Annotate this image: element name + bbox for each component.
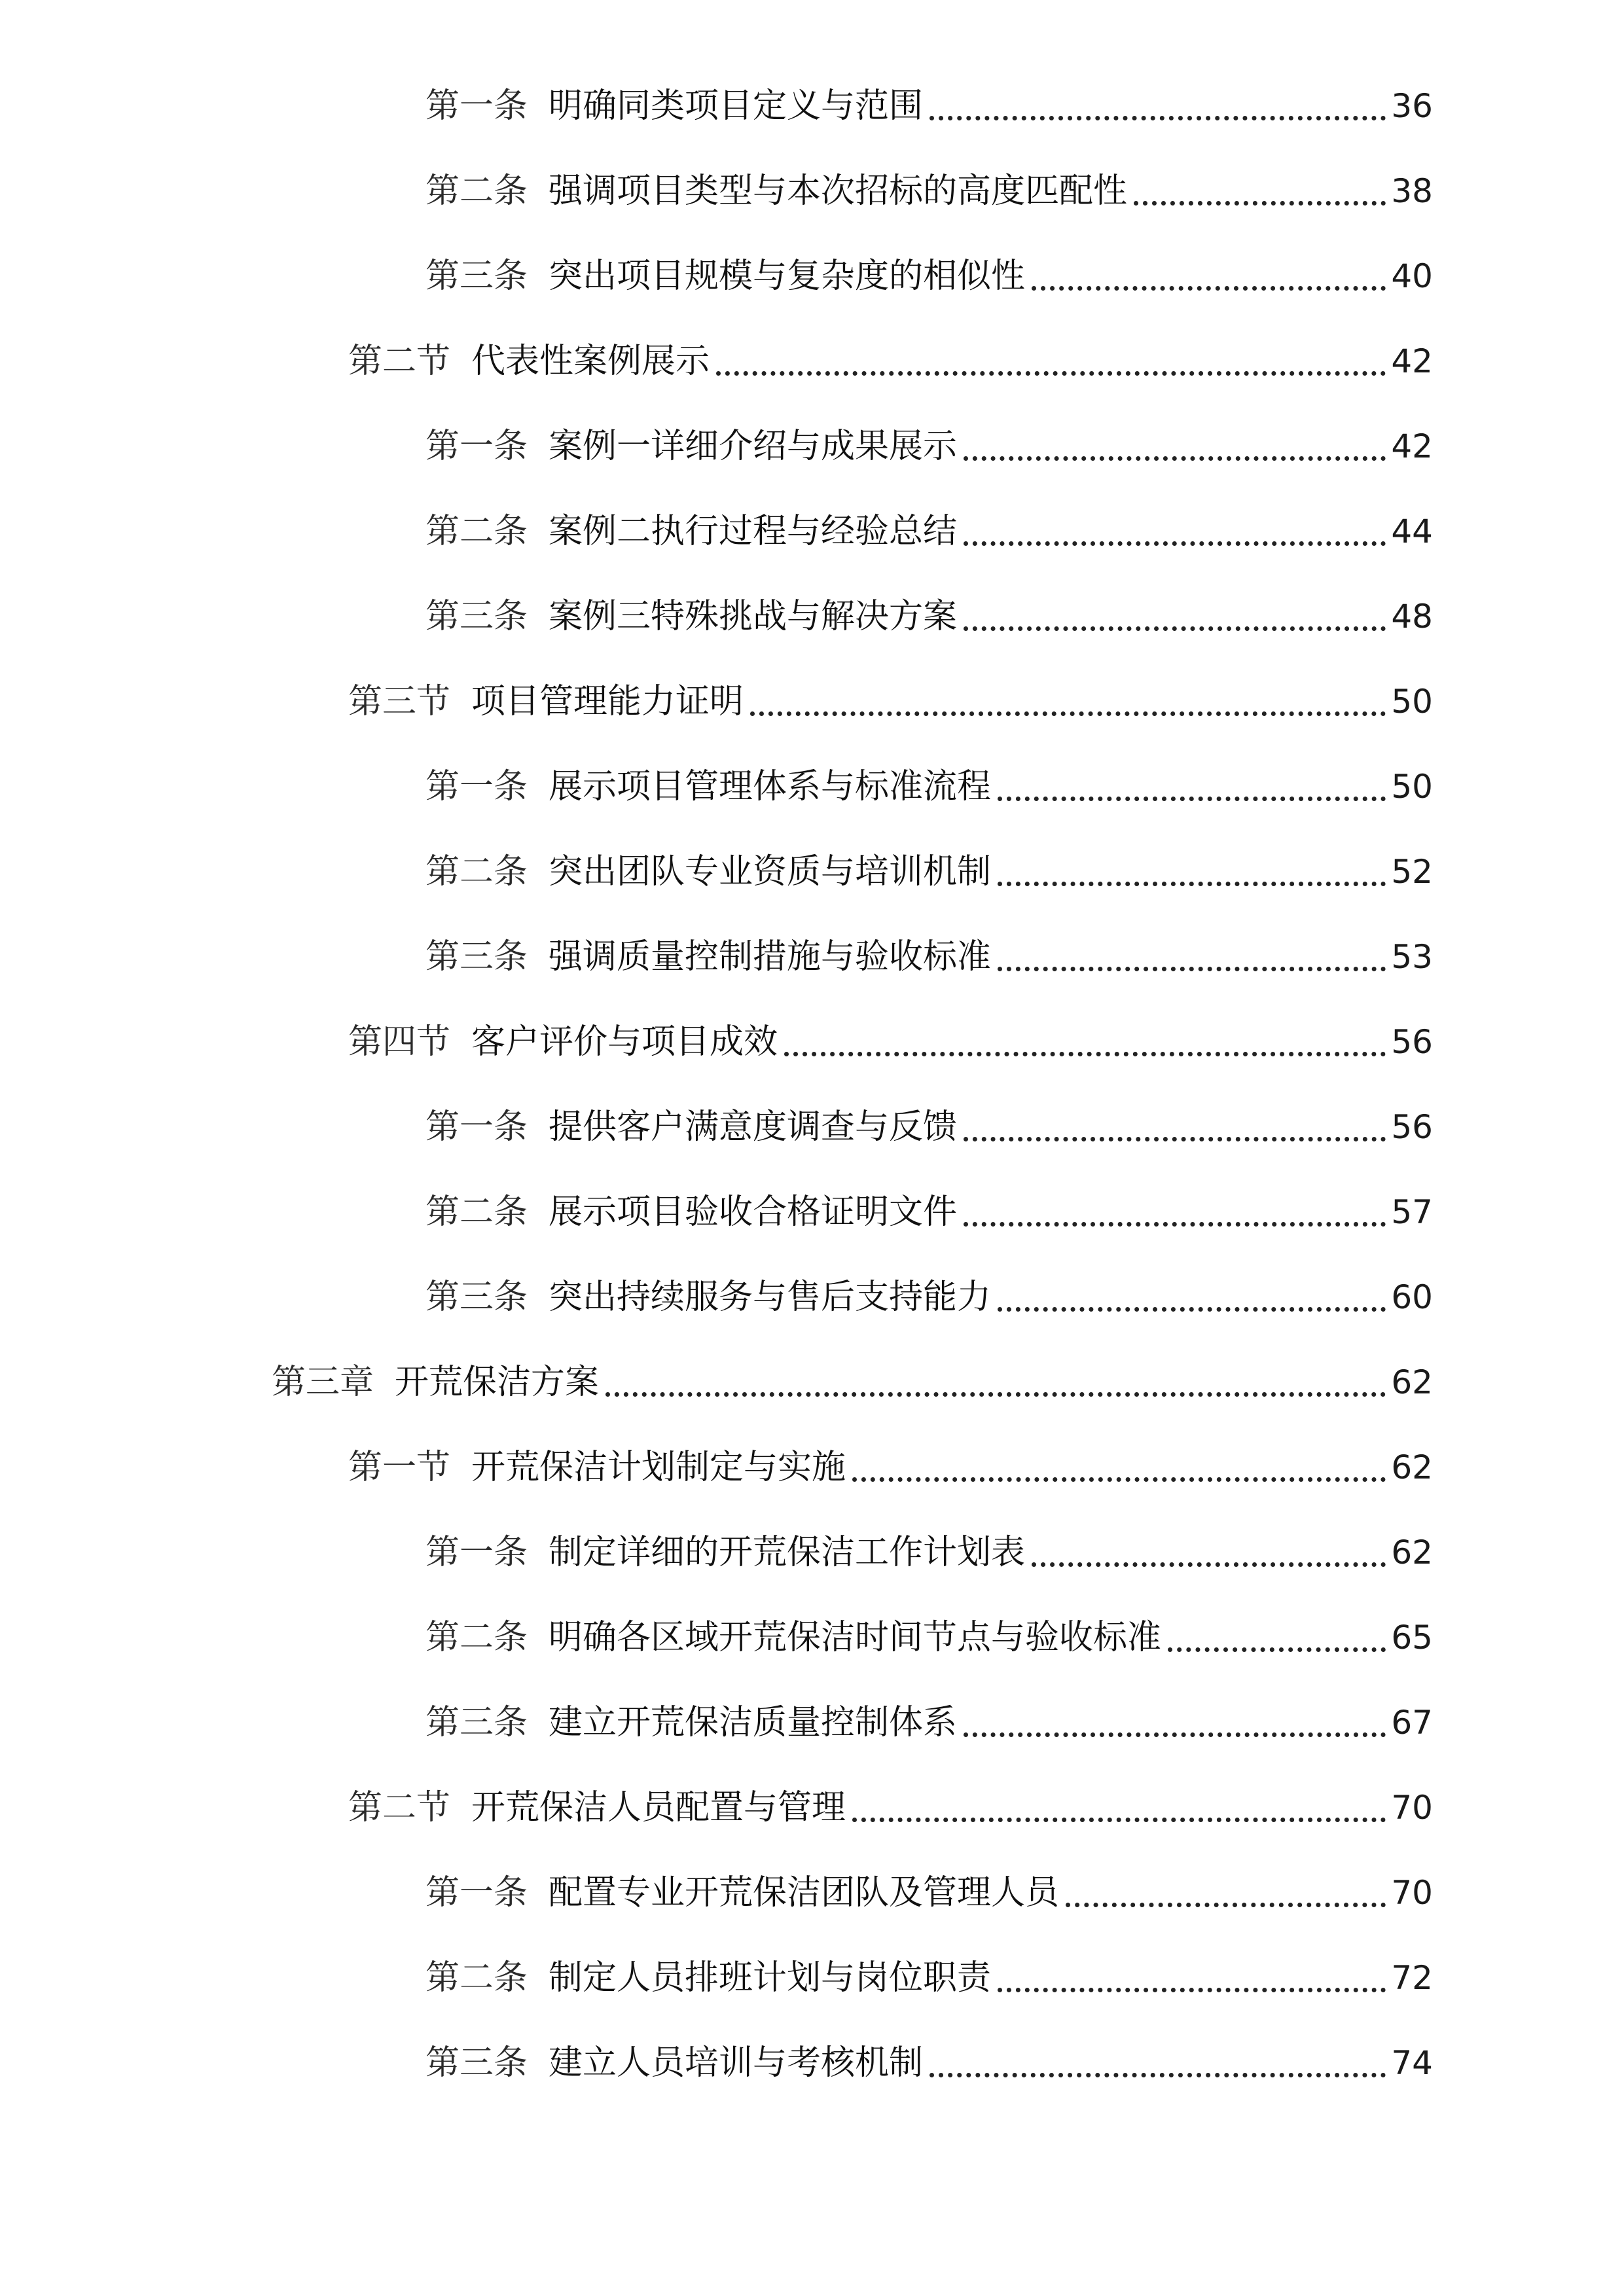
- entry-number: 第三条: [425, 2043, 528, 2083]
- entry-page-number: 70: [1391, 1874, 1433, 1912]
- toc-entry-section[interactable]: [348, 335, 1433, 387]
- entry-number: 第二条: [425, 1618, 528, 1657]
- toc-entry-section[interactable]: [348, 675, 1433, 728]
- dot-leader: [852, 1782, 1386, 1834]
- entry-number: 第三条: [425, 1278, 528, 1317]
- toc-entry-section[interactable]: [348, 1782, 1433, 1834]
- entry-page-number: 53: [1391, 938, 1433, 976]
- toc-entry-article[interactable]: [425, 590, 1433, 643]
- entry-title: 案例二执行过程与经验总结: [549, 512, 958, 551]
- toc-entry-article[interactable]: [425, 1526, 1433, 1579]
- toc-entry-article[interactable]: [425, 931, 1433, 983]
- dot-leader: [750, 675, 1386, 728]
- entry-title: 强调项目类型与本次招标的高度匹配性: [549, 171, 1128, 211]
- entry-page-number: 42: [1391, 342, 1433, 380]
- entry-number: 第三条: [425, 257, 528, 296]
- entry-title: 配置专业开荒保洁团队及管理人员: [549, 1873, 1060, 1912]
- dot-leader: [1168, 1611, 1386, 1664]
- entry-number: 第三章: [272, 1363, 374, 1402]
- entry-number: 第三节: [348, 682, 451, 721]
- dot-leader: [998, 846, 1386, 898]
- dot-leader: [1134, 165, 1386, 217]
- toc-entry-article[interactable]: [425, 250, 1433, 302]
- entry-number: 第一条: [425, 1873, 528, 1912]
- toc-entry-article[interactable]: [425, 505, 1433, 558]
- entry-number: 第三条: [425, 937, 528, 977]
- entry-page-number: 50: [1391, 683, 1433, 721]
- entry-title: 展示项目验收合格证明文件: [549, 1193, 958, 1232]
- entry-page-number: 62: [1391, 1363, 1433, 1401]
- entry-number: 第二条: [425, 1193, 528, 1232]
- dot-leader: [964, 1696, 1386, 1749]
- dot-leader: [716, 335, 1386, 387]
- toc-entry-article[interactable]: [425, 1186, 1433, 1238]
- dot-leader: [998, 1271, 1386, 1323]
- entry-number: 第一条: [425, 767, 528, 806]
- entry-page-number: 70: [1391, 1789, 1433, 1827]
- entry-title: 建立人员培训与考核机制: [549, 2043, 924, 2083]
- entry-number: 第二条: [425, 171, 528, 211]
- toc-entry-article[interactable]: [425, 80, 1433, 132]
- toc-entry-article[interactable]: [425, 165, 1433, 217]
- toc-entry-article[interactable]: [425, 1611, 1433, 1664]
- toc-entry-article[interactable]: [425, 1696, 1433, 1749]
- entry-title: 案例三特殊挑战与解决方案: [549, 597, 958, 636]
- entry-page-number: 42: [1391, 427, 1433, 465]
- entry-title: 强调质量控制措施与验收标准: [549, 937, 992, 977]
- entry-number: 第一条: [425, 86, 528, 126]
- entry-page-number: 67: [1391, 1704, 1433, 1742]
- entry-page-number: 44: [1391, 512, 1433, 550]
- toc-entry-section[interactable]: [348, 1016, 1433, 1068]
- entry-number: 第一条: [425, 1533, 528, 1572]
- dot-leader: [929, 80, 1386, 132]
- dot-leader: [1032, 1526, 1386, 1579]
- entry-page-number: 62: [1391, 1448, 1433, 1486]
- dot-leader: [998, 931, 1386, 983]
- entry-number: 第二节: [348, 342, 451, 381]
- entry-number: 第二条: [425, 512, 528, 551]
- entry-title: 提供客户满意度调查与反馈: [549, 1107, 958, 1147]
- dot-leader: [998, 1952, 1386, 2004]
- entry-page-number: 56: [1391, 1023, 1433, 1061]
- entry-number: 第四节: [348, 1022, 451, 1062]
- dot-leader: [964, 1186, 1386, 1238]
- toc-entry-section[interactable]: [348, 1441, 1433, 1494]
- entry-title: 制定人员排班计划与岗位职责: [549, 1958, 992, 1998]
- toc-entry-article[interactable]: [425, 1952, 1433, 2004]
- entry-page-number: 57: [1391, 1193, 1433, 1231]
- toc-entry-article[interactable]: [425, 1101, 1433, 1153]
- dot-leader: [852, 1441, 1386, 1494]
- dot-leader: [1032, 250, 1386, 302]
- toc-entry-article[interactable]: [425, 1867, 1433, 1919]
- toc-entry-article[interactable]: [425, 420, 1433, 473]
- entry-number: 第二条: [425, 852, 528, 891]
- toc-entry-article[interactable]: [425, 2037, 1433, 2089]
- toc-entry-article[interactable]: [425, 761, 1433, 813]
- entry-page-number: 50: [1391, 768, 1433, 806]
- dot-leader: [964, 1101, 1386, 1153]
- entry-page-number: 40: [1391, 257, 1433, 295]
- entry-title: 突出项目规模与复杂度的相似性: [549, 257, 1026, 296]
- entry-number: 第三条: [425, 1703, 528, 1742]
- entry-page-number: 52: [1391, 853, 1433, 891]
- entry-page-number: 48: [1391, 598, 1433, 636]
- entry-number: 第一条: [425, 1107, 528, 1147]
- entry-title: 开荒保洁计划制定与实施: [471, 1448, 846, 1487]
- entry-number: 第二条: [425, 1958, 528, 1998]
- entry-number: 第一条: [425, 427, 528, 466]
- entry-number: 第一节: [348, 1448, 451, 1487]
- entry-title: 明确各区域开荒保洁时间节点与验收标准: [549, 1618, 1162, 1657]
- entry-title: 明确同类项目定义与范围: [549, 86, 924, 126]
- dot-leader: [964, 505, 1386, 558]
- dot-leader: [784, 1016, 1386, 1068]
- entry-page-number: 65: [1391, 1619, 1433, 1657]
- entry-title: 案例一详细介绍与成果展示: [549, 427, 958, 466]
- entry-title: 代表性案例展示: [471, 342, 710, 381]
- entry-page-number: 36: [1391, 87, 1433, 125]
- entry-title: 建立开荒保洁质量控制体系: [549, 1703, 958, 1742]
- dot-leader: [964, 590, 1386, 643]
- entry-page-number: 60: [1391, 1278, 1433, 1316]
- entry-page-number: 62: [1391, 1534, 1433, 1571]
- dot-leader: [964, 420, 1386, 473]
- entry-title: 突出团队专业资质与培训机制: [549, 852, 992, 891]
- entry-page-number: 56: [1391, 1108, 1433, 1146]
- entry-page-number: 72: [1391, 1959, 1433, 1997]
- entry-number: 第三条: [425, 597, 528, 636]
- entry-title: 制定详细的开荒保洁工作计划表: [549, 1533, 1026, 1572]
- entry-title: 项目管理能力证明: [471, 682, 744, 721]
- dot-leader: [929, 2037, 1386, 2089]
- entry-title: 展示项目管理体系与标准流程: [549, 767, 992, 806]
- entry-page-number: 74: [1391, 2044, 1433, 2082]
- toc-entry-article[interactable]: [425, 846, 1433, 898]
- entry-title: 突出持续服务与售后支持能力: [549, 1278, 992, 1317]
- entry-number: 第二节: [348, 1788, 451, 1827]
- dot-leader: [1066, 1867, 1386, 1919]
- entry-title: 开荒保洁方案: [395, 1363, 600, 1402]
- toc-entry-article[interactable]: [425, 1271, 1433, 1323]
- entry-title: 客户评价与项目成效: [471, 1022, 778, 1062]
- entry-title: 开荒保洁人员配置与管理: [471, 1788, 846, 1827]
- toc-entry-chapter[interactable]: [272, 1356, 1433, 1408]
- entry-page-number: 38: [1391, 172, 1433, 210]
- dot-leader: [605, 1356, 1386, 1408]
- dot-leader: [998, 761, 1386, 813]
